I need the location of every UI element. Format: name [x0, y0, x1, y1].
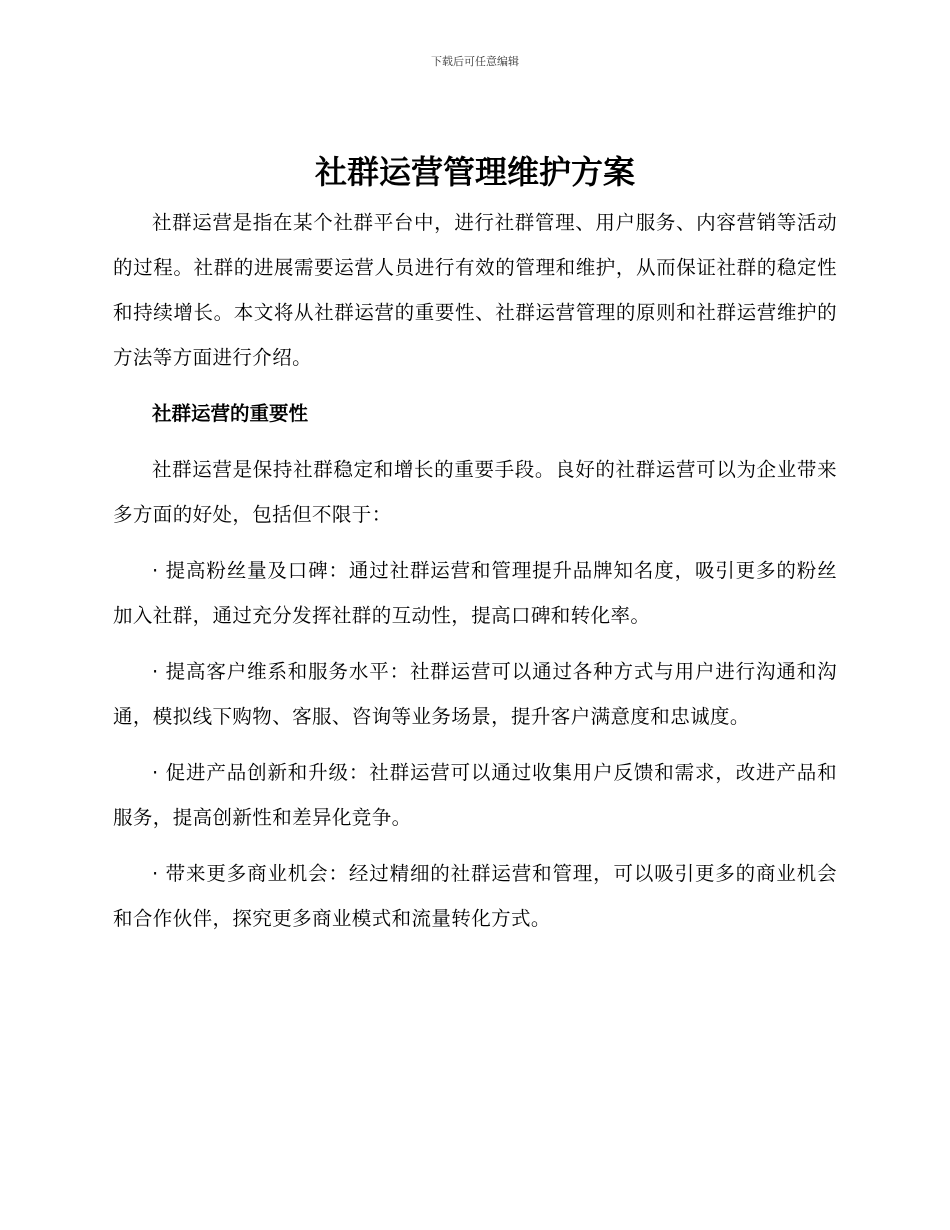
bullet-point-2: · 提高客户维系和服务水平：社群运营可以通过各种方式与用户进行沟通和沟通，模拟线下购物、客服、咨询等业务场景，提升客户满意度和忠诚度。: [113, 660, 837, 728]
section-heading-importance: 社群运营的重要性: [152, 402, 309, 425]
bullet-point-3: · 促进产品创新和升级：社群运营可以通过收集用户反馈和需求，改进产品和服务，提高创新性和差异化竞争。: [113, 761, 837, 829]
section-lead-paragraph: 社群运营是保持社群稳定和增长的重要手段。良好的社群运营可以为企业带来多方面的好处，包括但不限于：: [113, 458, 837, 526]
document-body: [113, 200, 837, 941]
intro-paragraph: 社群运营是指在某个社群平台中，进行社群管理、用户服务、内容营销等活动的过程。社群的进展需要运营人员进行有效的管理和维护，从而保证社群的稳定性和持续增长。本文将从社群运营的重要性、社群运营管理的原则和社群运营维护的方法等方面进行介绍。: [113, 211, 837, 369]
document-title: 社群运营管理维护方案: [314, 153, 635, 191]
bullet-point-1: · 提高粉丝量及口碑：通过社群运营和管理提升品牌知名度，吸引更多的粉丝加入社群，通过充分发挥社群的互动性，提高口碑和转化率。: [113, 559, 837, 627]
header-note: 下载后可任意编辑: [431, 55, 519, 68]
bullet-point-4: · 带来更多商业机会：经过精细的社群运营和管理，可以吸引更多的商业机会和合作伙伴，探究更多商业模式和流量转化方式。: [113, 862, 837, 930]
